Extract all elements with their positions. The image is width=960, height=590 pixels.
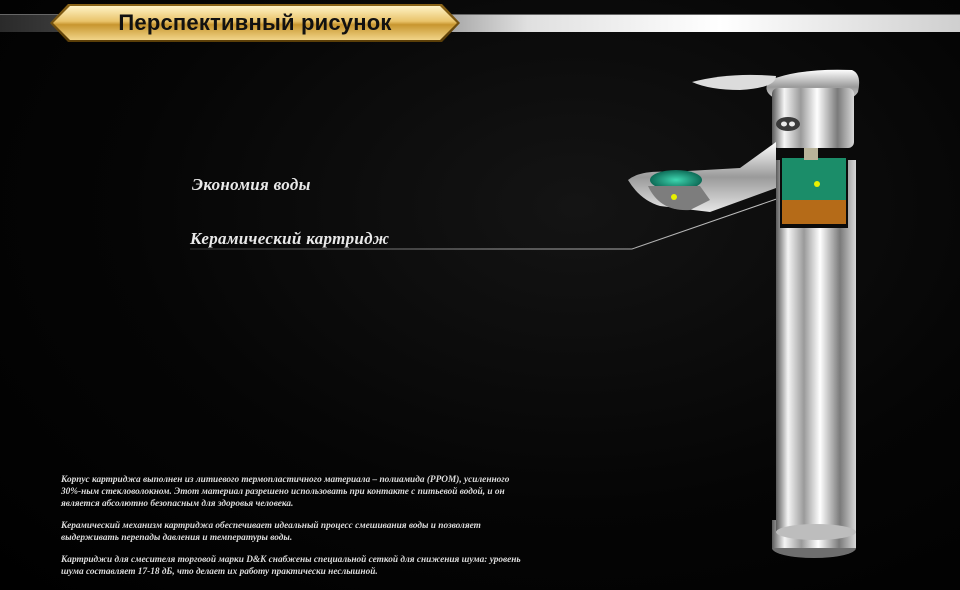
description-paragraph: Керамический механизм картриджа обеспечивает идеальный процесс смешивания воды и позволяет выдерживать перепады давления и температуры воды. xyxy=(61,521,481,543)
aerator-marker-dot xyxy=(671,194,677,200)
description xyxy=(61,474,531,588)
cartridge-marker-dot xyxy=(814,181,820,187)
callout-water-saving: Экономия воды xyxy=(192,175,311,194)
description-paragraph: Корпус картриджа выполнен из литиевого термопластичного материала – полиамида (PPOM), усиленного 30%-ным стекловолокном. Этот материал разрешено использовать при контакте с питьевой водой, и он является абсолютно безопасным для здоровья человека. xyxy=(61,475,510,509)
description-paragraph: Картриджи для смесителя торговой марки D&K снабжены специальной сеткой для снижения шума: уровень шума составляет 17-18 дБ, что делает их работу практически неслышной. xyxy=(61,555,521,577)
faucet-illustration xyxy=(600,60,880,580)
callout-ceramic-cartridge: Керамический картридж xyxy=(190,229,390,248)
page-title: Перспективный рисунок xyxy=(118,10,392,35)
